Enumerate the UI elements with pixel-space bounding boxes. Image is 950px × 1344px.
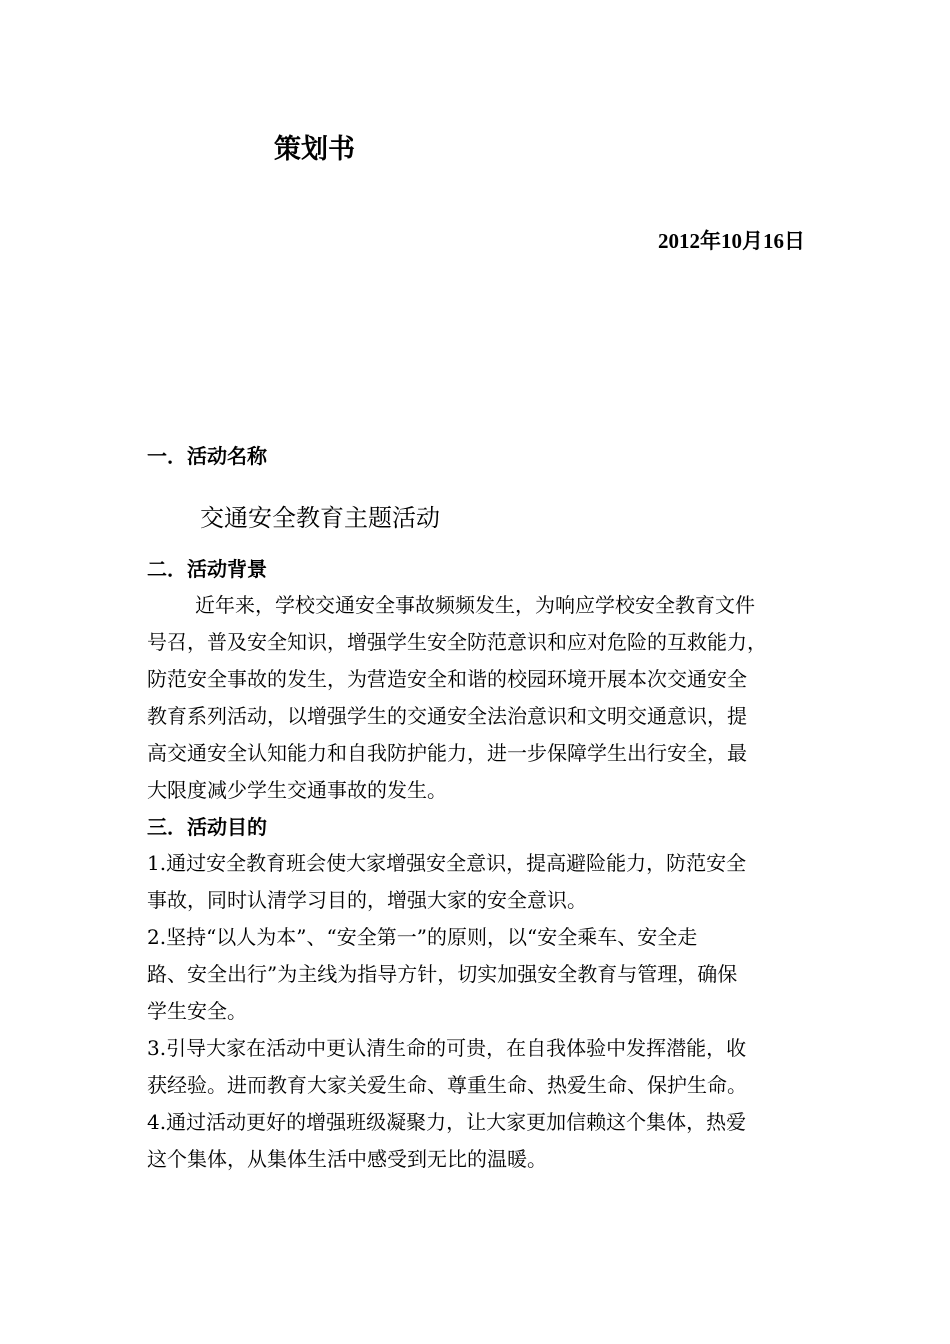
purpose-list bbox=[147, 845, 812, 1178]
purpose-line: 2.坚持“以人为本”、“安全第一”的原则，以“安全乘车、安全走 bbox=[147, 925, 698, 949]
purpose-line: 4.通过活动更好的增强班级凝聚力，让大家更加信赖这个集体，热爱 bbox=[147, 1110, 747, 1134]
document-date: 2012年10月16日 bbox=[658, 229, 805, 253]
purpose-line: 3.引导大家在活动中更认清生命的可贵，在自我体验中发挥潜能，收 bbox=[147, 1036, 747, 1060]
section-heading-background: 二．活动背景 bbox=[147, 557, 267, 581]
paragraph-line: 教育系列活动，以增强学生的交通安全法治意识和文明交通意识，提 bbox=[147, 704, 747, 728]
activity-name-text: 交通安全教育主题活动 bbox=[200, 504, 440, 532]
paragraph-line: 大限度减少学生交通事故的发生。 bbox=[147, 778, 447, 802]
document-title: 策划书 bbox=[274, 134, 355, 165]
background-paragraph bbox=[147, 587, 812, 809]
purpose-line: 事故，同时认清学习目的，增强大家的安全意识。 bbox=[147, 888, 587, 912]
section-heading-purpose: 三．活动目的 bbox=[147, 815, 267, 839]
paragraph-line: 防范安全事故的发生，为营造安全和谐的校园环境开展本次交通安全 bbox=[147, 667, 747, 691]
purpose-line: 1.通过安全教育班会使大家增强安全意识，提高避险能力，防范安全 bbox=[147, 851, 747, 875]
purpose-line: 这个集体，从集体生活中感受到无比的温暖。 bbox=[147, 1147, 547, 1171]
paragraph-line: 近年来，学校交通安全事故频频发生，为响应学校安全教育文件 bbox=[195, 593, 755, 617]
paragraph-line: 号召，普及安全知识，增强学生安全防范意识和应对危险的互救能力， bbox=[147, 630, 767, 654]
section-heading-activity-name: 一．活动名称 bbox=[147, 444, 267, 468]
paragraph-line: 高交通安全认知能力和自我防护能力，进一步保障学生出行安全，最 bbox=[147, 741, 747, 765]
purpose-line: 获经验。进而教育大家关爱生命、尊重生命、热爱生命、保护生命。 bbox=[147, 1073, 747, 1097]
purpose-line: 路、安全出行”为主线为指导方针，切实加强安全教育与管理，确保 bbox=[147, 962, 738, 986]
purpose-line: 学生安全。 bbox=[147, 999, 247, 1023]
